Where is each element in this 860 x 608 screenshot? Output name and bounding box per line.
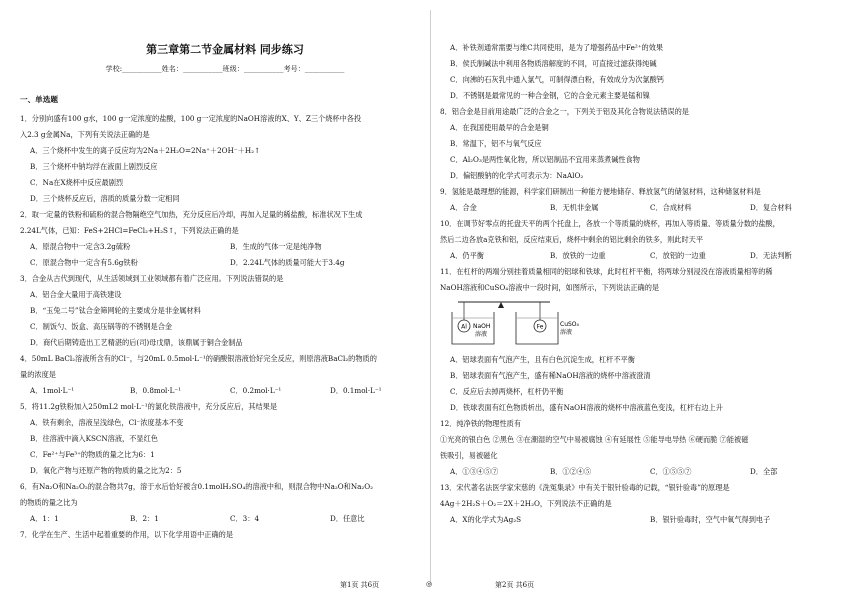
lever-beaker-diagram bbox=[450, 298, 850, 348]
left-solution-label: NaOH bbox=[473, 323, 491, 330]
question-2-text: 2．取一定量的铁粉和硫粉的混合物隔绝空气加热，充分反应后冷却，再加入足量的稀盐酸，标准状况下生成 bbox=[20, 209, 363, 219]
question-2-option-d: D．2.24L气体的质量可能大于3.4g bbox=[230, 257, 345, 267]
question-4-option-c: C．0.2mol·L⁻¹ bbox=[230, 385, 282, 395]
question-6-option-d: D．任意比 bbox=[330, 513, 365, 523]
question-7-option-c: C．向沸的石灰乳中通入氯气，可制得漂白粉，有效成分为次氯酸钙 bbox=[450, 75, 664, 84]
question-3-option-c: C．制饭勺、饭盒、高压锅等的不锈钢是合金 bbox=[30, 321, 173, 331]
question-13-text: 13．宋代著名法医学家宋慈的《洗冤集录》中有关于银针验毒的记载，“银针验毒”的原理是 bbox=[440, 483, 730, 492]
question-4-text: 4．50mL BaCl₂溶液所含有的Cl⁻，与20mL 0.5mol·L⁻¹的硝酸银溶液恰好完全反应，则原溶液BaCl₂的物质的 bbox=[20, 353, 377, 363]
question-1-option-a: A．三个烧杯中发生的离子反应均为2Na＋2H₂O=2Na⁺＋2OH⁻＋H₂↑ bbox=[30, 145, 260, 155]
aluminum-ball-label: Al bbox=[461, 323, 467, 331]
lever-pivot bbox=[498, 302, 504, 308]
question-4-text-cont: 量的浓度是 bbox=[20, 369, 56, 379]
lever-diagram-svg bbox=[450, 298, 600, 348]
question-5-option-a: A．铁有剩余，溶液呈浅绿色，Cl⁻浓度基本不变 bbox=[30, 417, 184, 427]
student-info-line: 学校:___________姓名：___________班级：___________考号：___________ bbox=[105, 64, 345, 73]
footer-center-mark: ◎ bbox=[426, 580, 433, 588]
footer-page-left: 第1页 共6页 bbox=[340, 581, 380, 589]
right-solution-label-2: 溶液 bbox=[560, 329, 573, 336]
question-8-option-c: C．Al₂O₃是两性氧化物，所以铝制品不宜用来蒸煮碱性食物 bbox=[450, 155, 640, 164]
question-3-text: 3．合金从古代到现代，从生活领域到工业领域都有着广泛应用。下列说法错误的是 bbox=[20, 273, 284, 283]
section-heading: 一、单选题 bbox=[20, 94, 58, 104]
question-1-text: 1．分别向盛有100 g水，100 g一定浓度的盐酸，100 g一定浓度的NaOH溶液的X、Y、Z三个烧杯中各投 bbox=[20, 113, 362, 123]
question-11-option-d: D．铁球表面有红色物质析出，盛有NaOH溶液的烧杯中溶液蓝色变浅，杠杆右边上升 bbox=[450, 403, 723, 412]
question-5-option-d: D．氧化产物与还原产物的物质的量之比为2：5 bbox=[30, 465, 182, 475]
question-10-text: 10．在调节好零点的托盘天平的两个托盘上，各放一个等质量的烧杯，再加入等质量、等质量分数的盐酸， bbox=[440, 219, 780, 228]
footer-page-right: 第2页 共6页 bbox=[495, 581, 535, 589]
question-10-options bbox=[440, 251, 850, 260]
left-column bbox=[20, 0, 430, 539]
question-2-options-row2 bbox=[20, 258, 430, 267]
page-title: 第三章第二节金属材料 同步练习 bbox=[146, 43, 304, 56]
question-12-properties: ①光亮的银白色 ②黑色 ③在潮湿的空气中易被腐蚀 ④有延展性 ⑤能导电导热 ⑥硬而脆 ⑦能被磁 bbox=[440, 435, 749, 444]
question-11-text-cont: NaOH溶液和CuSO₄溶液中一段时间，如图所示，下列说法正确的是 bbox=[440, 283, 660, 292]
question-3-option-b: B．“玉兔二号”钛合金筛网轮的主要成分是非金属材料 bbox=[30, 305, 201, 315]
question-6-option-c: C．3：4 bbox=[230, 513, 260, 523]
right-solution-label: CuSO₄ bbox=[560, 321, 579, 328]
question-11-option-a: A．铝球表面有气泡产生，且有白色沉淀生成，杠杆不平衡 bbox=[450, 355, 635, 364]
question-13-equation: 4Ag＋2H₂S＋O₂＝2X＋2H₂O，下列说法不正确的是 bbox=[440, 499, 612, 508]
question-10-option-c: C．放铝的一边重 bbox=[650, 251, 706, 260]
question-5-option-c: C．Fe²⁺与Fe³⁺的物质的量之比为6：1 bbox=[30, 449, 155, 459]
question-10-option-a: A．仍平衡 bbox=[450, 251, 484, 260]
question-7-option-b: B．侯氏制碱法中利用各物质溶解度的不同，可直接过滤获得纯碱 bbox=[450, 59, 657, 68]
iron-ball-label: Fe bbox=[536, 323, 544, 331]
question-8-option-b: B．常温下，铝不与氧气反应 bbox=[450, 139, 542, 148]
question-11-option-c: C．反应后去掉两烧杯，杠杆仍平衡 bbox=[450, 387, 564, 396]
left-solution-label-2: 溶液 bbox=[475, 331, 488, 338]
question-12-option-d: D．全部 bbox=[750, 467, 778, 476]
question-12-properties-cont: 铁吸引，易被磁化 bbox=[440, 451, 498, 460]
question-3-option-a: A．铝合金大量用于高铁建设 bbox=[30, 289, 122, 299]
question-4-option-b: B．0.8mol·L⁻¹ bbox=[130, 385, 182, 395]
question-4-option-d: D．0.1mol·L⁻¹ bbox=[330, 385, 382, 395]
column-divider bbox=[430, 10, 431, 585]
question-9-option-c: C．合成材料 bbox=[650, 203, 692, 212]
question-4-options bbox=[20, 386, 430, 395]
question-2-options-row1 bbox=[20, 242, 430, 251]
question-1-option-b: B．三个烧杯中钠均浮在液面上剧烈反应 bbox=[30, 161, 158, 171]
question-8-text: 8．铝合金是目前用途最广泛的合金之一，下列关于铝及其化合物说法错误的是 bbox=[440, 107, 689, 116]
question-12-options bbox=[440, 467, 850, 476]
question-7-option-d: D．不锈钢是最常见的一种合金钢，它的合金元素主要是锰和镍 bbox=[450, 91, 650, 100]
question-9-option-b: B．无机非金属 bbox=[550, 203, 599, 212]
question-1-text-cont: 入2.3 g金属Na，下列有关说法正确的是 bbox=[20, 129, 150, 139]
right-column bbox=[440, 0, 850, 524]
question-11-option-b: B．铝球表面有气泡产生，盛有稀NaOH溶液的烧杯中溶液澄清 bbox=[450, 371, 651, 380]
question-1-option-c: C．Na在X烧杯中反应最剧烈 bbox=[30, 177, 124, 187]
question-2-option-c: C．原混合物中一定含有5.6g铁粉 bbox=[30, 257, 138, 267]
question-13-option-a: A．X的化学式为Ag₂S bbox=[450, 515, 522, 524]
question-2-text-cont: 2.24L气体，已知：FeS+2HCl=FeCl₂+H₂S↑，下列说法正确的是 bbox=[20, 225, 239, 235]
question-10-option-b: B．放铁的一边重 bbox=[550, 251, 606, 260]
question-4-option-a: A．1mol·L⁻¹ bbox=[30, 385, 75, 395]
question-6-text-cont: 的物质的量之比为 bbox=[20, 497, 78, 507]
question-5-text: 5．将11.2g铁粉加入250mL2 mol·L⁻¹的氯化铁溶液中，充分反应后，其结果是 bbox=[20, 401, 278, 411]
question-9-options bbox=[440, 203, 850, 212]
question-6-options bbox=[20, 514, 430, 523]
question-2-option-a: A．原混合物中一定含3.2g硫粉 bbox=[30, 241, 131, 251]
question-5-option-b: B．往溶液中滴入KSCN溶液，不显红色 bbox=[30, 433, 158, 443]
question-7-text: 7．化学在生产、生活中起着重要的作用，以下化学用语中正确的是 bbox=[20, 529, 234, 539]
question-1-option-d: D．三个烧杯反应后，溶质的质量分数一定相同 bbox=[30, 193, 180, 203]
question-13-option-b: B．银针验毒时，空气中氧气得到电子 bbox=[650, 515, 771, 524]
question-8-option-d: D．偏铝酸钠的化学式可表示为：NaAlO₂ bbox=[450, 171, 584, 180]
question-13-options bbox=[440, 515, 850, 524]
question-9-option-d: D．复合材料 bbox=[750, 203, 792, 212]
question-3-option-d: D．商代后期铸造出工艺精湛的后(司)母戊鼎，该鼎属于铜合金制品 bbox=[30, 337, 243, 347]
question-9-option-a: A．合金 bbox=[450, 203, 477, 212]
question-6-text: 6．有Na₂O和Na₂O₂的混合物共7g，溶于水后恰好被含0.1molH₂SO₄的溶液中和，则混合物中Na₂O和Na₂O₂ bbox=[20, 481, 374, 491]
question-6-option-b: B．2：1 bbox=[130, 513, 159, 523]
question-8-option-a: A．在我国使用最早的合金是铜 bbox=[450, 123, 549, 132]
question-10-option-d: D．无法判断 bbox=[750, 251, 792, 260]
question-12-option-b: B．①②④⑤ bbox=[550, 467, 592, 476]
question-2-option-b: B．生成的气体一定是纯净物 bbox=[230, 241, 322, 251]
question-12-option-c: C．①⑤⑤⑦ bbox=[650, 467, 692, 476]
question-11-text: 11．在杠杆的两端分别挂着质量相同的铝球和铁球，此时杠杆平衡，将两球分别浸没在溶液质量相等的稀 bbox=[440, 267, 773, 276]
question-7-option-a: A．补铁剂通常需要与维C共同使用，是为了增强药品中Fe²⁺的效果 bbox=[450, 43, 664, 52]
question-10-text-cont: 然后二边各放a克铁和铝，反应结束后，烧杯中剩余的铝比剩余的铁多，则此时天平 bbox=[440, 235, 704, 244]
question-9-text: 9．氢能是最理想的能源，科学家们研制出一种能方便地储存、释放氢气的储氢材料，这种储氢材料是 bbox=[440, 187, 761, 196]
question-12-option-a: A．①③④⑤⑦ bbox=[450, 467, 499, 476]
question-6-option-a: A．1：1 bbox=[30, 513, 59, 523]
question-12-text: 12．纯净铁的物理性质有 bbox=[440, 419, 522, 428]
